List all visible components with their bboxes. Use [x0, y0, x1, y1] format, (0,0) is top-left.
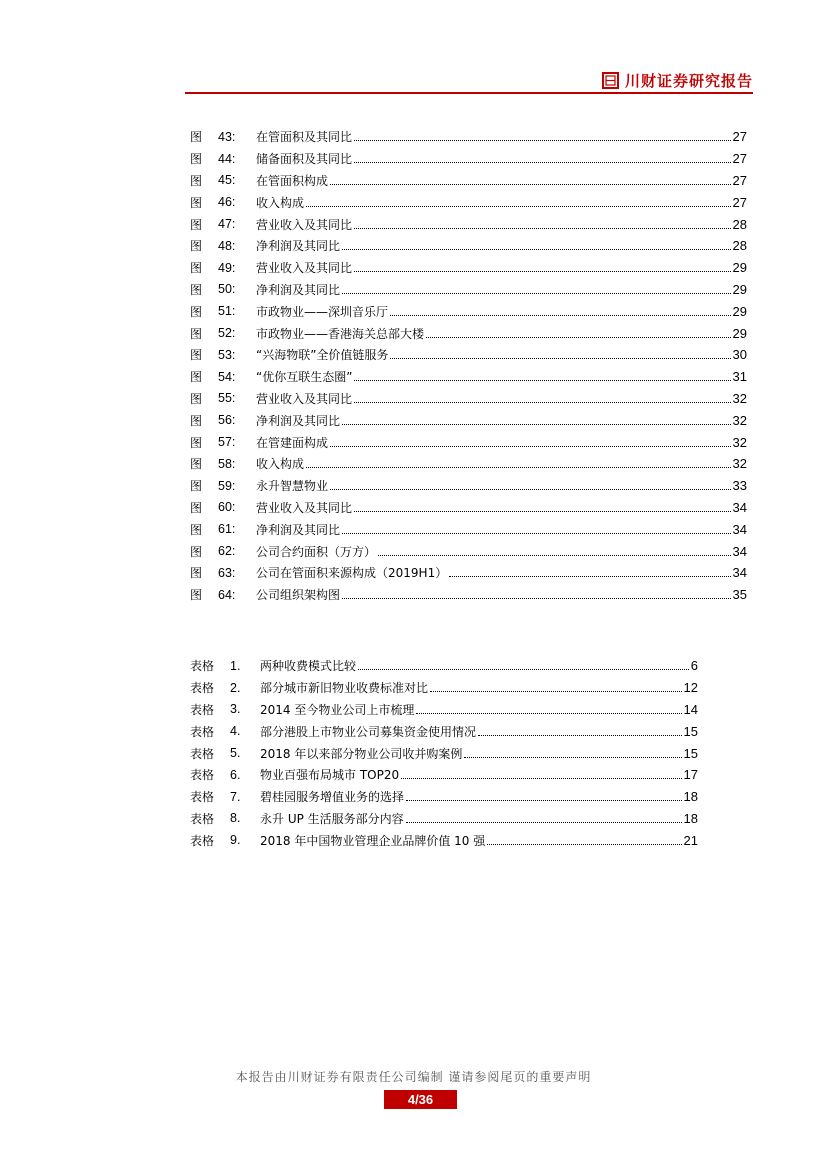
entry-title: 永升智慧物业 [256, 479, 329, 494]
dot-leader [406, 822, 682, 823]
dot-leader [306, 206, 731, 207]
figure-entry[interactable] [190, 497, 747, 519]
entry-number: 57: [218, 435, 236, 450]
entry-page: 6 [690, 658, 698, 674]
entry-title: 公司在管面积来源构成（2019H1） [256, 566, 448, 581]
entry-page: 14 [683, 701, 698, 717]
entry-title: 收入构成 [256, 457, 305, 472]
entry-title: 净利润及其同比 [256, 413, 341, 428]
entry-prefix: 表格 [190, 659, 215, 674]
entry-prefix: 图 [190, 413, 203, 428]
figure-entry[interactable] [190, 431, 747, 453]
figure-entry[interactable] [190, 366, 747, 388]
entry-title: 营业收入及其同比 [256, 217, 353, 232]
figure-entry[interactable] [190, 191, 747, 213]
entry-number: 50: [218, 282, 236, 297]
entry-prefix: 表格 [190, 768, 215, 783]
entry-title: 部分港股上市物业公司募集资金使用情况 [260, 724, 477, 739]
dot-leader [354, 271, 731, 272]
header-divider [185, 92, 753, 94]
entry-page: 15 [683, 745, 698, 761]
entry-title: 市政物业——深圳音乐厅 [256, 304, 389, 319]
entry-number: 54: [218, 369, 236, 384]
dot-leader [390, 358, 730, 359]
entry-title: 2018 年以来部分物业公司收并购案例 [260, 746, 463, 761]
entry-number: 56: [218, 413, 236, 428]
figure-entry[interactable] [190, 388, 747, 410]
entry-prefix: 图 [190, 304, 203, 319]
entry-page: 34 [732, 499, 747, 515]
entry-prefix: 图 [190, 130, 203, 145]
entry-number: 52: [218, 326, 236, 341]
dot-leader [358, 669, 689, 670]
table-entry[interactable] [190, 677, 698, 699]
entry-page: 27 [732, 172, 747, 188]
entry-page: 34 [732, 521, 747, 537]
figure-entry[interactable] [190, 126, 747, 148]
entry-page: 33 [732, 478, 747, 494]
entry-prefix: 表格 [190, 833, 215, 848]
figure-entry[interactable] [190, 518, 747, 540]
table-entry[interactable] [190, 699, 698, 721]
figure-entry[interactable] [190, 453, 747, 475]
dot-leader [401, 778, 681, 779]
entry-number: 46: [218, 195, 236, 210]
dot-leader [406, 800, 682, 801]
entry-number: 8. [230, 811, 241, 826]
dot-leader [354, 402, 731, 403]
entry-title: 营业收入及其同比 [256, 261, 353, 276]
figure-entry[interactable] [190, 344, 747, 366]
dot-leader [449, 576, 730, 577]
entry-number: 64: [218, 587, 236, 602]
entry-prefix: 表格 [190, 681, 215, 696]
entry-number: 9. [230, 833, 241, 848]
entry-number: 49: [218, 260, 236, 275]
entry-page: 28 [732, 216, 747, 232]
dot-leader [416, 713, 681, 714]
page-number: 4/36 [384, 1090, 457, 1109]
entry-title: 2018 年中国物业管理企业品牌价值 10 强 [260, 833, 486, 848]
entry-number: 6. [230, 767, 241, 782]
entry-title: “优你互联生态圈” [256, 370, 353, 385]
entry-number: 47: [218, 217, 236, 232]
dot-leader [342, 598, 731, 599]
dot-leader [378, 555, 731, 556]
entry-page: 32 [732, 456, 747, 472]
entry-number: 51: [218, 304, 236, 319]
entry-number: 3. [230, 702, 241, 717]
entry-number: 2. [230, 680, 241, 695]
figure-entry[interactable] [190, 300, 747, 322]
entry-title: 净利润及其同比 [256, 282, 341, 297]
entry-page: 18 [683, 789, 698, 805]
figure-entry[interactable] [190, 584, 747, 606]
entry-number: 62: [218, 544, 236, 559]
entry-title: 收入构成 [256, 195, 305, 210]
entry-prefix: 表格 [190, 811, 215, 826]
table-entry[interactable] [190, 720, 698, 742]
entry-title: 净利润及其同比 [256, 239, 341, 254]
entry-page: 21 [683, 832, 698, 848]
entry-number: 60: [218, 500, 236, 515]
entry-number: 58: [218, 456, 236, 471]
entry-page: 12 [683, 680, 698, 696]
entry-prefix: 图 [190, 326, 203, 341]
entry-prefix: 图 [190, 522, 203, 537]
entry-number: 61: [218, 522, 236, 537]
entry-prefix: 表格 [190, 746, 215, 761]
entry-prefix: 表格 [190, 702, 215, 717]
company-logo-icon [602, 72, 619, 89]
entry-number: 44: [218, 151, 236, 166]
table-entry[interactable] [190, 742, 698, 764]
dot-leader [342, 424, 731, 425]
entry-page: 29 [732, 303, 747, 319]
dot-leader [342, 249, 731, 250]
entry-page: 29 [732, 325, 747, 341]
entry-prefix: 图 [190, 282, 203, 297]
dot-leader [354, 511, 731, 512]
entry-prefix: 图 [190, 391, 203, 406]
dot-leader [478, 735, 682, 736]
figure-entry[interactable] [190, 322, 747, 344]
footer-disclaimer: 本报告由川财证券有限责任公司编制 谨请参阅尾页的重要声明 [235, 1070, 592, 1084]
entry-page: 31 [732, 369, 747, 385]
dot-leader [354, 140, 731, 141]
figure-entry[interactable] [190, 257, 747, 279]
entry-title: 市政物业——香港海关总部大楼 [256, 326, 425, 341]
entry-number: 48: [218, 238, 236, 253]
entry-prefix: 图 [190, 239, 203, 254]
entry-prefix: 图 [190, 370, 203, 385]
figure-entry[interactable] [190, 540, 747, 562]
dot-leader [430, 691, 682, 692]
dot-leader [342, 293, 731, 294]
entry-page: 32 [732, 412, 747, 428]
entry-number: 63: [218, 565, 236, 580]
dot-leader [330, 184, 731, 185]
entry-prefix: 图 [190, 435, 203, 450]
figure-entry[interactable] [190, 409, 747, 431]
entry-page: 32 [732, 390, 747, 406]
entry-page: 29 [732, 260, 747, 276]
entry-number: 45: [218, 173, 236, 188]
entry-title: 净利润及其同比 [256, 522, 341, 537]
entry-page: 34 [732, 543, 747, 559]
entry-page: 17 [683, 767, 698, 783]
entry-prefix: 图 [190, 588, 203, 603]
entry-page: 18 [683, 810, 698, 826]
entry-page: 15 [683, 723, 698, 739]
figure-entry[interactable] [190, 213, 747, 235]
entry-page: 34 [732, 565, 747, 581]
entry-title: 碧桂园服务增值业务的选择 [260, 790, 405, 805]
figure-entry[interactable] [190, 279, 747, 301]
entry-page: 30 [732, 347, 747, 363]
entry-number: 59: [218, 478, 236, 493]
dot-leader [390, 315, 731, 316]
dot-leader [354, 162, 731, 163]
entry-prefix: 图 [190, 348, 203, 363]
entry-prefix: 图 [190, 500, 203, 515]
entry-prefix: 图 [190, 217, 203, 232]
entry-title: 部分城市新旧物业收费标准对比 [260, 681, 429, 696]
dot-leader [354, 228, 731, 229]
report-header [602, 70, 753, 90]
entry-prefix: 图 [190, 173, 203, 188]
figure-entry[interactable] [190, 475, 747, 497]
entry-number: 7. [230, 789, 241, 804]
entry-title: 在管面积构成 [256, 173, 329, 188]
entry-number: 53: [218, 347, 236, 362]
entry-title: 营业收入及其同比 [256, 391, 353, 406]
entry-prefix: 图 [190, 544, 203, 559]
figure-entry[interactable] [190, 170, 747, 192]
entry-number: 55: [218, 391, 236, 406]
entry-page: 28 [732, 238, 747, 254]
entry-page: 27 [732, 194, 747, 210]
table-entry[interactable] [190, 764, 698, 786]
table-entry[interactable] [190, 808, 698, 830]
entry-number: 1. [230, 658, 241, 673]
entry-prefix: 图 [190, 261, 203, 276]
entry-prefix: 表格 [190, 724, 215, 739]
figure-entry[interactable] [190, 235, 747, 257]
entry-prefix: 图 [190, 479, 203, 494]
dot-leader [426, 337, 731, 338]
entry-page: 27 [732, 129, 747, 145]
entry-title: 2014 至今物业公司上市梳理 [260, 702, 415, 717]
entry-title: 物业百强布局城市 TOP20 [260, 768, 400, 783]
dot-leader [306, 467, 731, 468]
entry-prefix: 图 [190, 195, 203, 210]
entry-title: 公司合约面积（万方） [256, 544, 377, 559]
entry-page: 32 [732, 434, 747, 450]
dot-leader [464, 757, 681, 758]
entry-number: 4. [230, 724, 241, 739]
entry-title: 公司组织架构图 [256, 588, 341, 603]
entry-prefix: 表格 [190, 790, 215, 805]
dot-leader [354, 380, 730, 381]
table-entry[interactable] [190, 786, 698, 808]
dot-leader [487, 844, 681, 845]
entry-number: 5. [230, 746, 241, 761]
entry-title: 永升 UP 生活服务部分内容 [260, 811, 404, 826]
entry-title: 营业收入及其同比 [256, 500, 353, 515]
entry-title: “兴海物联”全价值链服务 [256, 348, 389, 363]
table-entry[interactable] [190, 829, 698, 851]
entry-title: 两种收费模式比较 [260, 659, 357, 674]
figure-entry[interactable] [190, 562, 747, 584]
table-entry[interactable] [190, 655, 698, 677]
entry-title: 储备面积及其同比 [256, 152, 353, 167]
entry-prefix: 图 [190, 566, 203, 581]
figure-list [190, 126, 747, 606]
entry-number: 43: [218, 129, 236, 144]
entry-prefix: 图 [190, 457, 203, 472]
entry-prefix: 图 [190, 152, 203, 167]
entry-title: 在管建面构成 [256, 435, 329, 450]
entry-page: 27 [732, 151, 747, 167]
dot-leader [330, 489, 731, 490]
entry-page: 29 [732, 281, 747, 297]
dot-leader [330, 446, 731, 447]
entry-title: 在管面积及其同比 [256, 130, 353, 145]
brand-title: 川财证券研究报告 [624, 71, 753, 90]
entry-page: 35 [732, 587, 747, 603]
figure-entry[interactable] [190, 148, 747, 170]
table-list [190, 655, 698, 851]
dot-leader [342, 533, 731, 534]
